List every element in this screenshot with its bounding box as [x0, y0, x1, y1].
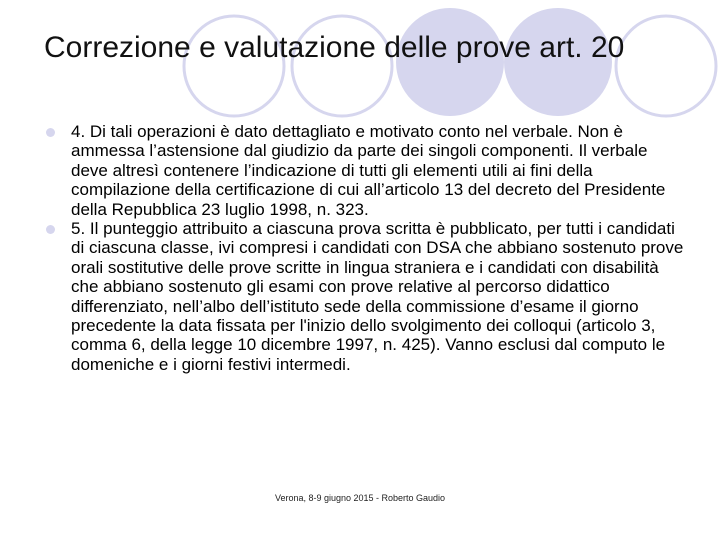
slide-footer: Verona, 8-9 giugno 2015 - Roberto Gaudio	[274, 493, 446, 503]
bullet-list	[46, 122, 686, 374]
bullet-circle-icon	[46, 128, 55, 137]
list-item	[46, 219, 686, 374]
list-item	[46, 122, 686, 219]
bullet-circle-icon	[46, 225, 55, 234]
slide-title: Correzione e valutazione delle prove art. 20	[44, 31, 625, 64]
list-item-text: 5. Il punteggio attribuito a ciascuna prova scritta è pubblicato, per tutti i candidati di ciascuna classe, ivi compresi i candidati con DSA che abbiano sostenuto prove orali sostitutive delle prove scritte in lingua straniera e i candidati con disabilità che abbiano sostenuto gli esami con prove relative al percorso didattico differenziato, nell’albo dell’istituto sede della commissione d’esame il giorno precedente la data fissata per l'inizio dello svolgimento dei colloqui (articolo 3, comma 6, della legge 10 dicembre 1997, n. 425). Vanno esclusi dal computo le domeniche e i giorni festivi intermedi.	[71, 219, 684, 374]
list-item-text: 4. Di tali operazioni è dato dettagliato e motivato conto nel verbale. Non è ammessa l’astensione dal giudizio da parte dei singoli componenti. Il verbale deve altresì contenere l’indicazione di tutti gli elementi utili ai fini della compilazione della certificazione di cui all’articolo 13 del decreto del Presidente della Repubblica 23 luglio 1998, n. 323.	[71, 122, 666, 219]
